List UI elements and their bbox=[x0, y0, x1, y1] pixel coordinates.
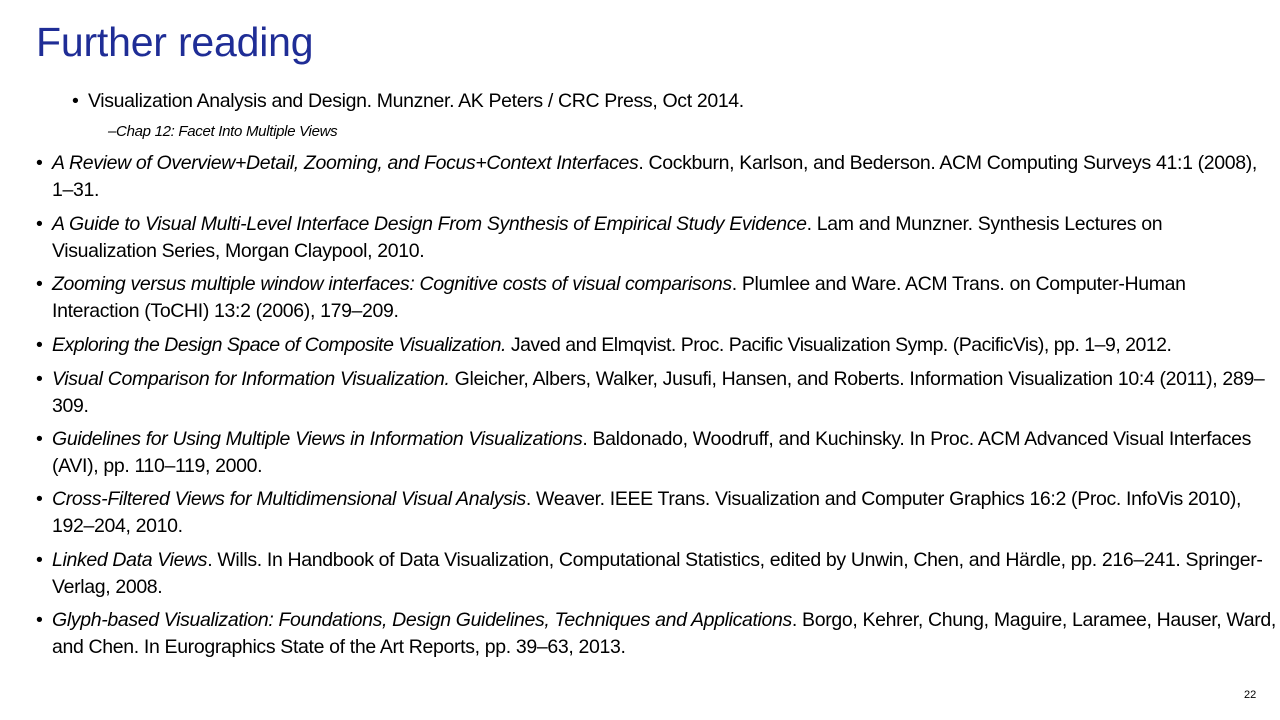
reference-title: Glyph-based Visualization: Foundations, Design Guidelines, Techniques and Applications bbox=[52, 609, 792, 631]
bullet: • bbox=[36, 152, 43, 174]
reference-details: . Cockburn, Karlson, and Bederson. ACM Computing Surveys 41:1 (2008), 1–31. bbox=[52, 152, 1257, 201]
page-number: 22 bbox=[1244, 689, 1257, 701]
bullet: • bbox=[36, 213, 43, 235]
reference-item bbox=[36, 271, 1237, 325]
book-reference-text: Visualization Analysis and Design. Munzner. AK Peters / CRC Press, Oct 2014. bbox=[88, 90, 744, 112]
bullet: • bbox=[36, 428, 43, 450]
bullet: • bbox=[36, 549, 43, 571]
reference-details: . Weaver. IEEE Trans. Visualization and Computer Graphics 16:2 (Proc. InfoVis 2010), 192–204, 2010. bbox=[52, 488, 1242, 537]
reference-item bbox=[36, 332, 1277, 359]
reference-details: Gleicher, Albers, Walker, Jusufi, Hansen, and Roberts. Information Visualization 10:4 (2011), 289–309. bbox=[52, 368, 1265, 417]
reference-item bbox=[36, 211, 1267, 265]
bullet: • bbox=[36, 273, 43, 295]
reference-details: Javed and Elmqvist. Proc. Pacific Visualization Symp. (PacificVis), pp. 1–9, 2012. bbox=[505, 334, 1172, 356]
reference-title: A Guide to Visual Multi-Level Interface Design From Synthesis of Empirical Study Evidence bbox=[52, 213, 807, 235]
reference-title: Guidelines for Using Multiple Views in Information Visualizations bbox=[52, 428, 583, 450]
reference-title: A Review of Overview+Detail, Zooming, and Focus+Context Interfaces bbox=[52, 152, 639, 174]
reference-title: Visual Comparison for Information Visualization. bbox=[52, 368, 450, 390]
reference-details: . Borgo, Kehrer, Chung, Maguire, Laramee, Hauser, Ward, and Chen. In Eurographics State of the Art Reports, pp. 39–63, 2013. bbox=[52, 609, 1276, 658]
reference-details: . Plumlee and Ware. ACM Trans. on Computer-Human Interaction (ToCHI) 13:2 (2006), 179–209. bbox=[52, 273, 1186, 322]
reference-item bbox=[36, 607, 1277, 661]
reference-item bbox=[36, 486, 1277, 540]
slide-title: Further reading bbox=[36, 19, 314, 65]
bullet: • bbox=[72, 90, 79, 112]
bullet: • bbox=[36, 609, 43, 631]
reference-title: Zooming versus multiple window interfaces: Cognitive costs of visual comparisons bbox=[52, 273, 732, 295]
reference-title: Linked Data Views bbox=[52, 549, 208, 571]
reference-title: Cross-Filtered Views for Multidimensional Visual Analysis bbox=[52, 488, 526, 510]
reference-item bbox=[36, 547, 1277, 601]
reference-details: . Lam and Munzner. Synthesis Lectures on Visualization Series, Morgan Claypool, 2010. bbox=[52, 213, 1163, 262]
bullet: • bbox=[36, 368, 43, 390]
book-reference bbox=[72, 88, 1268, 115]
reference-details: . Wills. In Handbook of Data Visualization, Computational Statistics, edited by Unwin, Chen, and Härdle, pp. 216–241. Springer-Verlag, 2008. bbox=[52, 549, 1263, 598]
reference-item bbox=[36, 366, 1267, 420]
reference-item bbox=[36, 426, 1267, 480]
bullet: • bbox=[36, 334, 43, 356]
reference-item bbox=[36, 150, 1267, 204]
chapter-note: –Chap 12: Facet Into Multiple Views bbox=[108, 123, 338, 140]
bullet: • bbox=[36, 488, 43, 510]
reference-details: . Baldonado, Woodruff, and Kuchinsky. In Proc. ACM Advanced Visual Interfaces (AVI), pp. 110–119, 2000. bbox=[52, 428, 1251, 477]
reference-title: Exploring the Design Space of Composite Visualization. bbox=[52, 334, 506, 356]
